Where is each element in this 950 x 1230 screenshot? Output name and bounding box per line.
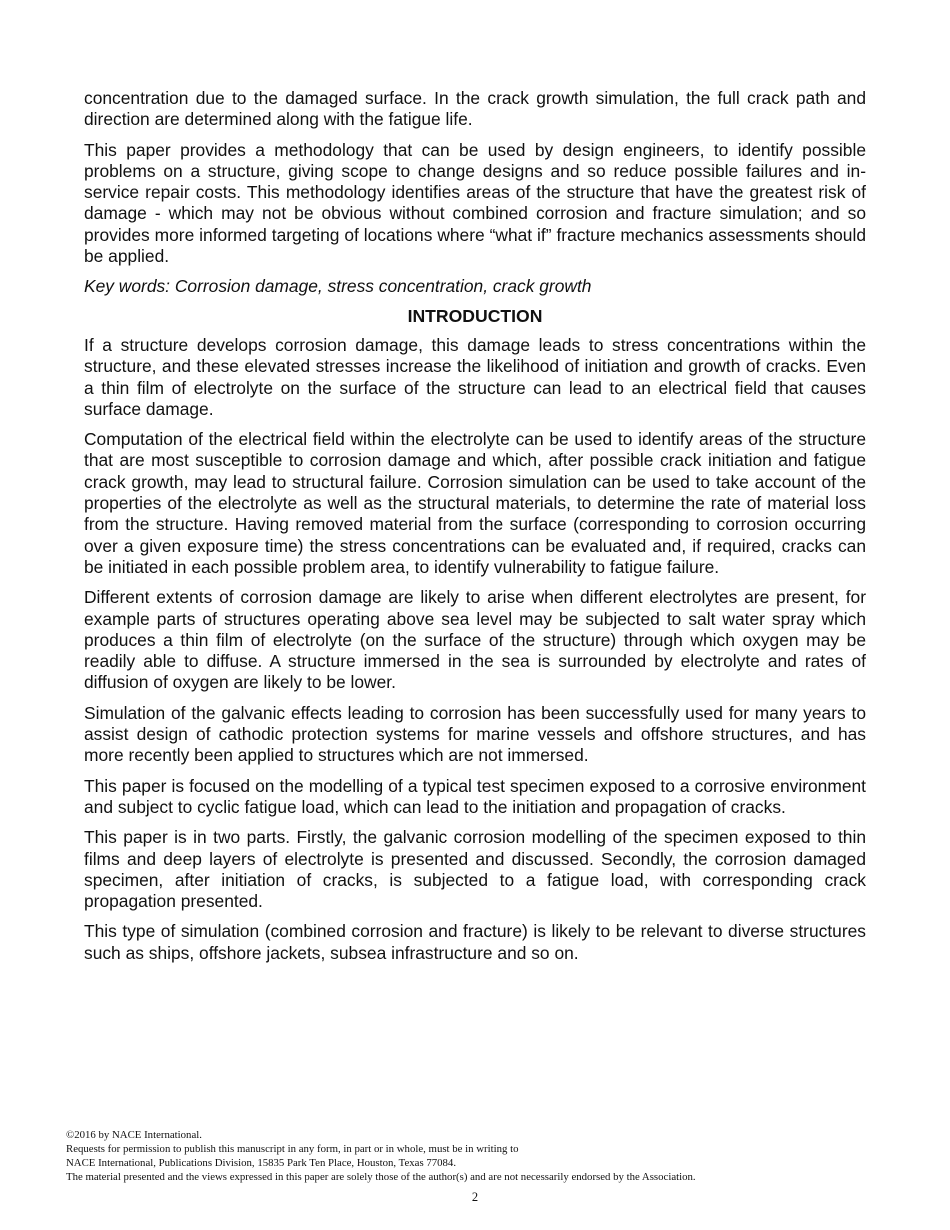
page-number: 2 (471, 1190, 479, 1204)
intro-paragraph-7: This type of simulation (combined corrosion and fracture) is likely to be relevant to diverse structures such as ships, offshore jackets, subsea infrastructure and so on. (84, 921, 866, 963)
footer-permission: Requests for permission to publish this manuscript in any form, in part or in whole, must be in writing to (66, 1143, 519, 1155)
paragraph-continuation: concentration due to the damaged surface. In the crack growth simulation, the full crack path and direction are determined along with the fatigue life. (84, 88, 866, 130)
intro-paragraph-4: Simulation of the galvanic effects leading to corrosion has been successfully used for many years to assist design of cathodic protection systems for marine vessels and offshore structures, and has more recently been applied to structures which are not immersed. (84, 702, 866, 766)
keywords: Key words: Corrosion damage, stress concentration, crack growth (84, 276, 592, 297)
intro-paragraph-6: This paper is in two parts. Firstly, the galvanic corrosion modelling of the specimen exposed to thin films and deep layers of electrolyte is presented and discussed. Secondly, the corrosion damaged specimen, after initiation of cracks, is subjected to a fatigue load, with corresponding crack propagation presented. (84, 827, 866, 912)
intro-paragraph-3: Different extents of corrosion damage are likely to arise when different electrolytes are present, for example parts of structures operating above sea level may be subjected to salt water spray which produces a thin film of electrolyte (on the surface of the structure) through which oxygen may be readily able to diffuse. A structure immersed in the sea is surrounded by electrolyte and rates of diffusion of oxygen are likely to be lower. (84, 587, 866, 693)
section-heading-introduction: INTRODUCTION (407, 305, 543, 326)
footer-copyright: ©2016 by NACE International. (66, 1129, 202, 1141)
copyright-footer (66, 1128, 886, 1184)
footer-address: NACE International, Publications Division, 15835 Park Ten Place, Houston, Texas 77084. (66, 1157, 457, 1169)
intro-paragraph-1: If a structure develops corrosion damage, this damage leads to stress concentrations within the structure, and these elevated stresses increase the likelihood of initiation and growth of cracks. Even a thin film of electrolyte on the surface of the structure can lead to an electrical field that causes surface damage. (84, 334, 866, 419)
intro-paragraph-2: Computation of the electrical field within the electrolyte can be used to identify areas of the structure that are most susceptible to corrosion damage and which, after possible crack initiation and fatigue crack growth, may lead to structural failure. Corrosion simulation can be used to take account of the properties of the electrolyte as well as the structural materials, to determine the rate of material loss from the structure. Having removed material from the surface (corresponding to corrosion occurring over a given exposure time) the stress concentrations can be evaluated and, if required, cracks can be initiated in each possible problem area, to identify vulnerability to fatigue failure. (84, 429, 866, 577)
body-text (84, 88, 866, 973)
intro-paragraph-5: This paper is focused on the modelling of a typical test specimen exposed to a corrosive environment and subject to cyclic fatigue load, which can lead to the initiation and propagation of cracks. (84, 775, 866, 817)
footer-disclaimer: The material presented and the views expressed in this paper are solely those of the author(s) and are not necessarily endorsed by the Association. (66, 1171, 696, 1183)
paragraph-methodology: This paper provides a methodology that can be used by design engineers, to identify possible problems on a structure, giving scope to change designs and so reduce possible failures and in-service repair costs. This methodology identifies areas of the structure that have the greatest risk of damage - which may not be obvious without combined corrosion and fracture simulation; and so provides more informed targeting of locations where “what if” fracture mechanics assessments should be applied. (84, 139, 866, 267)
